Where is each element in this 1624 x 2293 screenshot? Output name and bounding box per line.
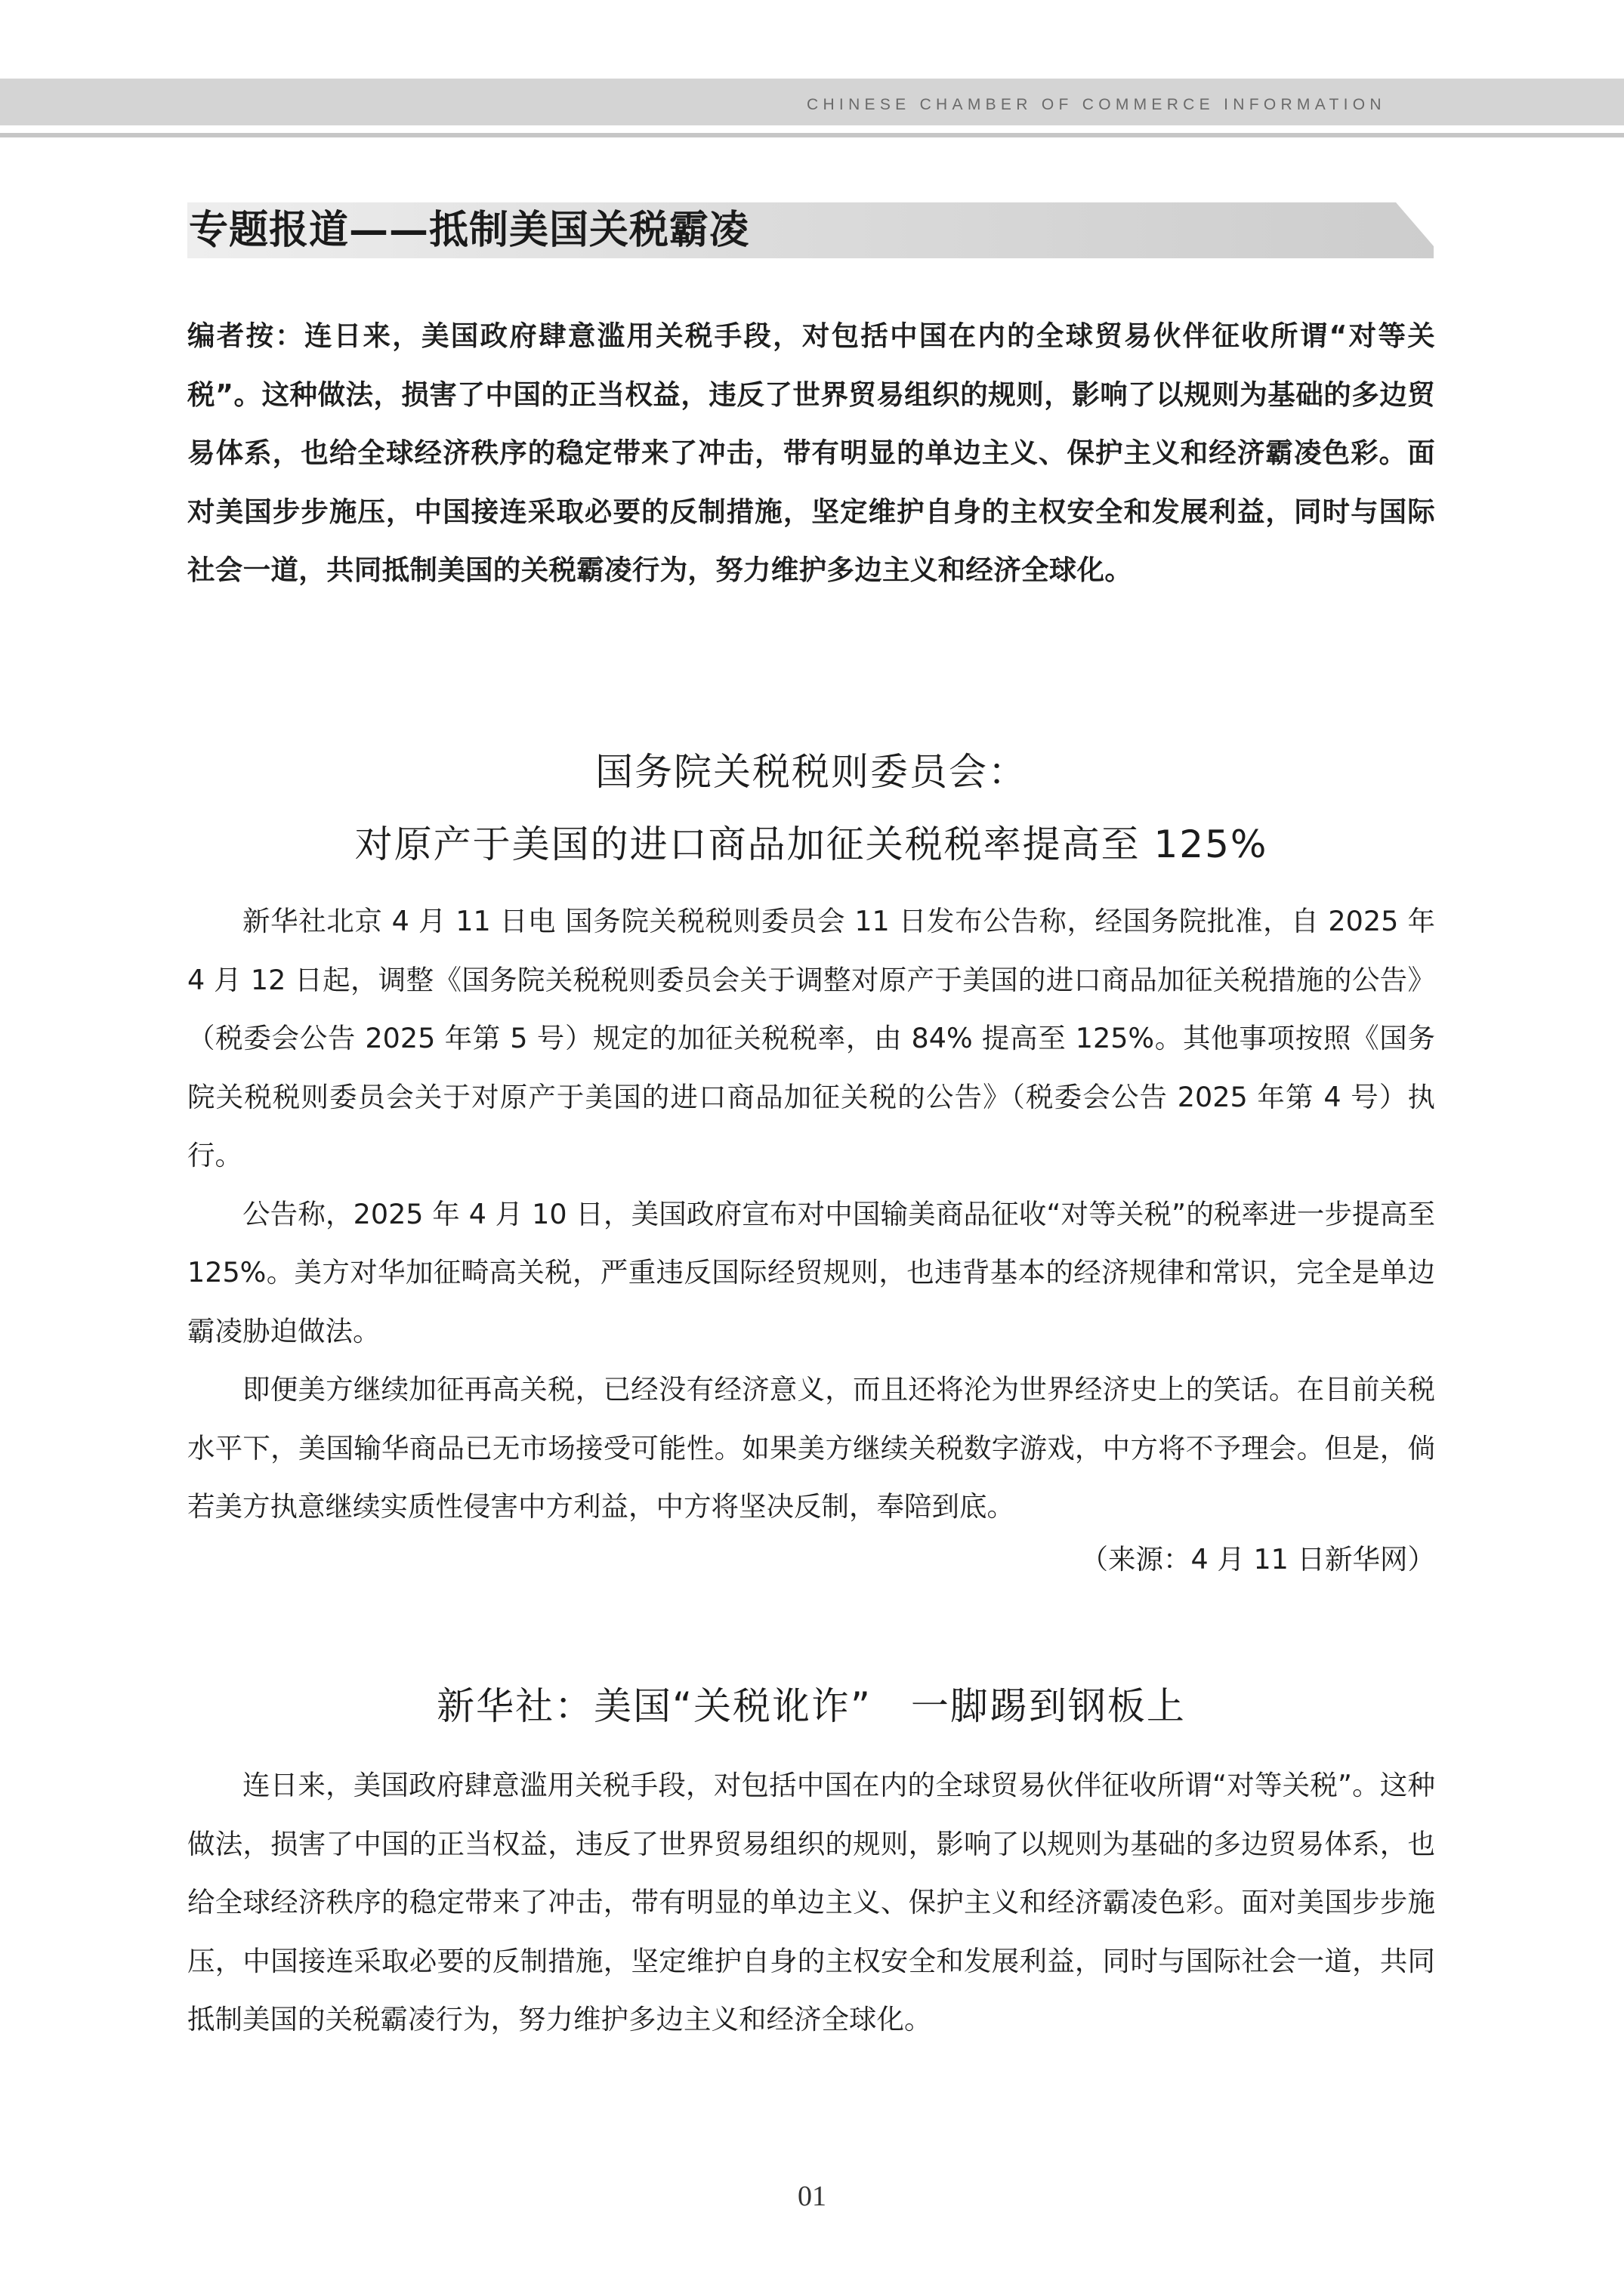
article2-body bbox=[187, 1756, 1435, 2049]
publication-name: CHINESE CHAMBER OF COMMERCE INFORMATION bbox=[807, 96, 1386, 113]
article1-paragraph: 新华社北京 4 月 11 日电 国务院关税税则委员会 11 日发布公告称，经国务院批准，自 2025 年 4 月 12 日起，调整《国务院关税税则委员会关于调整对原产于美国的进口商品加征关税措施的公告》（税委会公告 2025 年第 5 号）规定的加征关税税率，由 84% 提高至 125%。其他事项按照《国务院关税税则委员会关于对原产于美国的进口商品加征关税的公告》（税委会公告 2025 年第 4 号）执行。 bbox=[187, 905, 1435, 1171]
section-title: 专题报道——抵制美国关税霸凌 bbox=[189, 207, 750, 253]
editor-note: 编者按：连日来，美国政府肆意滥用关税手段，对包括中国在内的全球贸易伙伴征收所谓“对等关税”。这种做法，损害了中国的正当权益，违反了世界贸易组织的规则，影响了以规则为基础的多边贸易体系，也给全球经济秩序的稳定带来了冲击，带有明显的单边主义、保护主义和经济霸凌色彩。面对美国步步施压，中国接连采取必要的反制措施，坚定维护自身的主权安全和发展利益，同时与国际社会一道，共同抵制美国的关税霸凌行为，努力维护多边主义和经济全球化。 bbox=[187, 319, 1435, 586]
article2-paragraph: 连日来，美国政府肆意滥用关税手段，对包括中国在内的全球贸易伙伴征收所谓“对等关税”。这种做法，损害了中国的正当权益，违反了世界贸易组织的规则，影响了以规则为基础的多边贸易体系，也给全球经济秩序的稳定带来了冲击，带有明显的单边主义、保护主义和经济霸凌色彩。面对美国步步施压，中国接连采取必要的反制措施，坚定维护自身的主权安全和发展利益，同时与国际社会一道，共同抵制美国的关税霸凌行为，努力维护多边主义和经济全球化。 bbox=[187, 1769, 1435, 2035]
article1-headline-line2: 对原产于美国的进口商品加征关税税率提高至 125% bbox=[354, 822, 1268, 866]
article1-source: （来源：4 月 11 日新华网） bbox=[1080, 1543, 1435, 1575]
page-number: 01 bbox=[798, 2180, 826, 2212]
article2-headline: 新华社：美国“关税讹诈” 一脚踢到钢板上 bbox=[437, 1684, 1186, 1728]
article1-paragraph: 公告称，2025 年 4 月 10 日，美国政府宣布对中国输美商品征收“对等关税”的税率进一步提高至 125%。美方对华加征畸高关税，严重违反国际经贸规则，也违背基本的经济规律和常识，完全是单边霸凌胁迫做法。 bbox=[187, 1197, 1435, 1347]
article1-headline-line1: 国务院关税税则委员会： bbox=[595, 750, 1027, 794]
header-rule bbox=[0, 133, 1624, 137]
article1-body bbox=[187, 892, 1435, 1536]
article1-paragraph: 即便美方继续加征再高关税，已经没有经济意义，而且还将沦为世界经济史上的笑话。在目前关税水平下，美国输华商品已无市场接受可能性。如果美方继续关税数字游戏，中方将不予理会。但是，倘若美方执意继续实质性侵害中方利益，中方将坚决反制，奉陪到底。 bbox=[187, 1373, 1435, 1523]
